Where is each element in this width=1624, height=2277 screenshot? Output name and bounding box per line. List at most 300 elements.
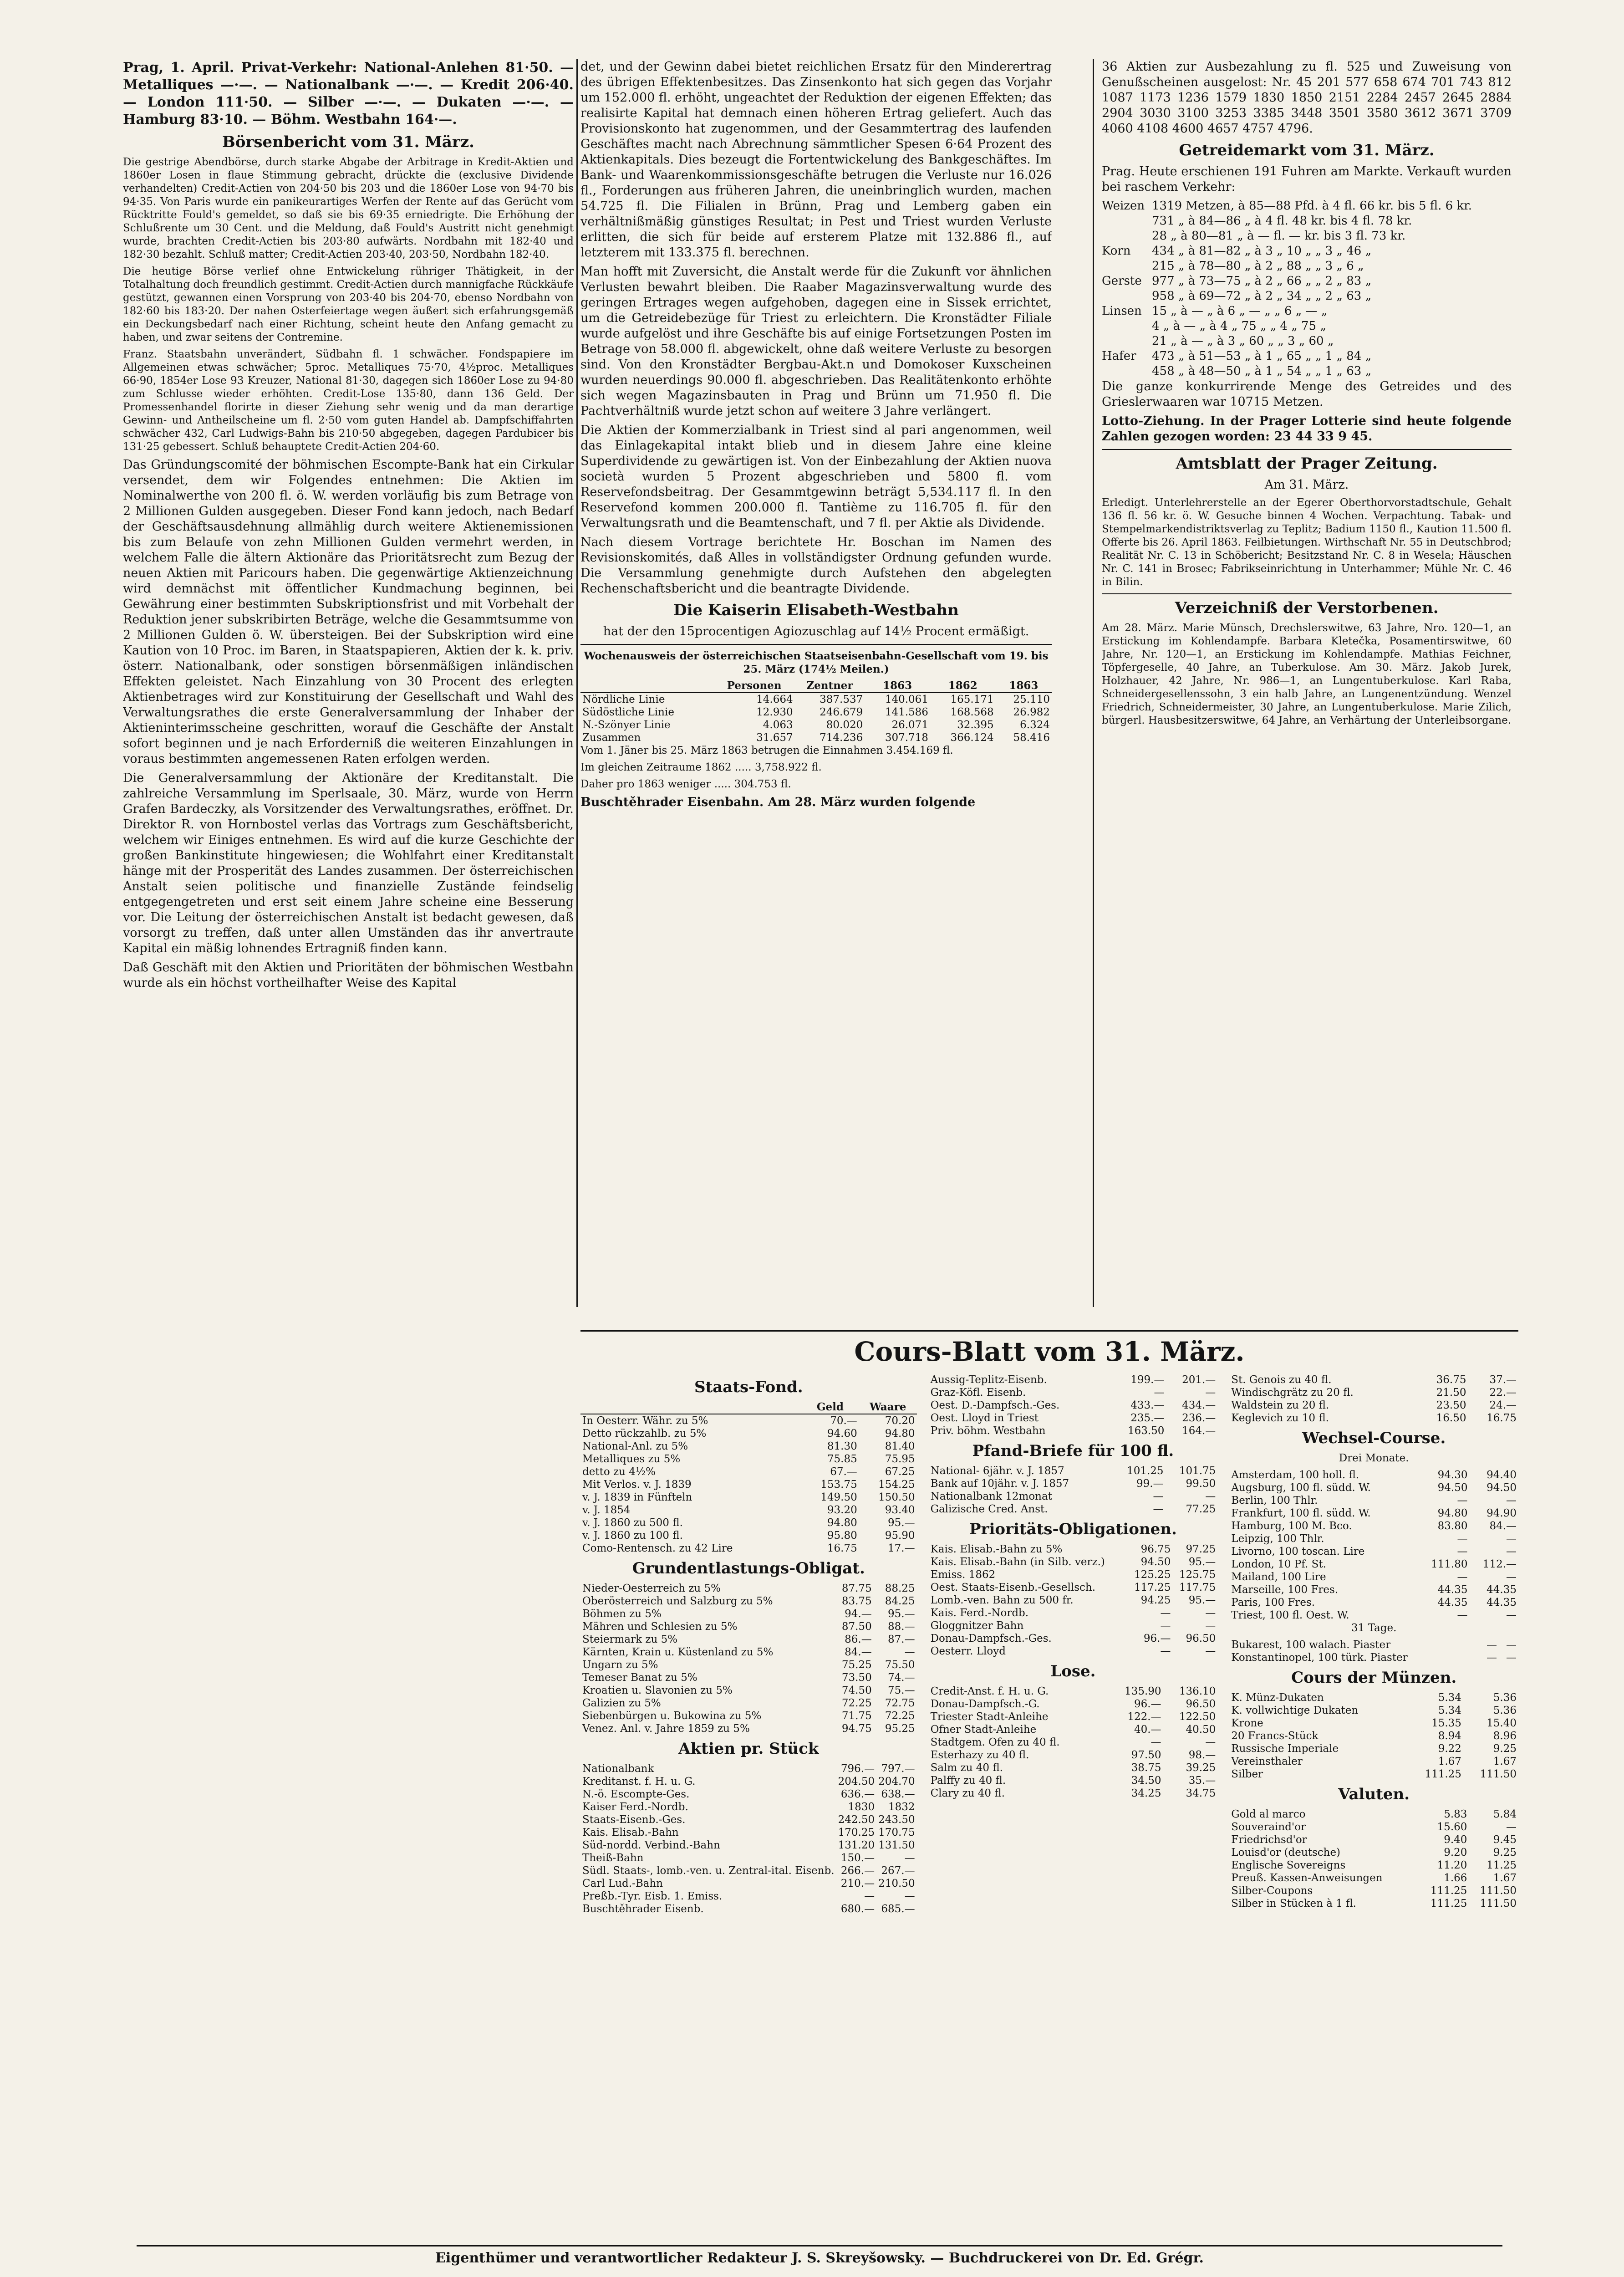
cell-value: 39.25: [1186, 1762, 1216, 1774]
wochen-table-body: [580, 693, 1052, 744]
row-label: v. J. 1860 zu 500 fl.: [582, 1517, 683, 1529]
table-row: [1229, 1596, 1518, 1609]
table-row: [929, 1723, 1218, 1736]
table-row: [929, 1645, 1218, 1658]
cell-value: 12.930: [756, 706, 793, 718]
column-rule: [576, 59, 578, 1307]
row-label: Theiß-Bahn: [582, 1852, 644, 1864]
cell-value: 72.25: [885, 1710, 915, 1722]
cell-value: 111.80: [1431, 1558, 1468, 1570]
row-label: detto zu 4½%: [582, 1466, 656, 1478]
cell-value: 8.96: [1493, 1730, 1517, 1742]
table-row: [580, 1465, 917, 1478]
row-label: Lomb.-ven. Bahn zu 500 fr.: [930, 1594, 1074, 1606]
buschtehrad-line: Buschtěhrader Eisenbahn. Am 28. März wurden folgende: [580, 795, 976, 809]
cell-value: 74.50: [841, 1685, 872, 1696]
grain-price: 458 „ à 48—50 „ à 1 „ 54 „ „ 1 „ 63 „: [1152, 364, 1372, 378]
cell-value: 122.—: [1127, 1711, 1161, 1723]
cell-value: 70.20: [885, 1415, 915, 1427]
cell-value: —: [1506, 1609, 1517, 1621]
section-title: Valuten.: [1338, 1785, 1410, 1803]
cell-value: 99.—: [1136, 1478, 1164, 1490]
table-row: [1229, 1833, 1518, 1846]
row-label: Ofner Stadt-Anleihe: [930, 1724, 1037, 1736]
table-row: [1229, 1583, 1518, 1596]
cell-value: 25.110: [1013, 694, 1050, 705]
cell-value: 95.—: [888, 1608, 915, 1620]
wochen-footnote: Vom 1. Jäner bis 25. März 1863 betrugen die Einnahmen 3.454.169 fl.: [580, 745, 953, 756]
cell-value: 35.—: [1188, 1775, 1216, 1787]
course-table: [929, 1373, 1218, 1437]
table-row: [1229, 1897, 1518, 1910]
row-label: Südöstliche Linie: [582, 706, 674, 718]
cell-value: 5.84: [1493, 1808, 1517, 1820]
course-table-body: [1229, 1639, 1518, 1664]
table-row: [1229, 1532, 1518, 1545]
row-label: v. J. 1854: [582, 1504, 631, 1516]
cell-value: 307.718: [885, 732, 928, 744]
table-row: [1229, 1520, 1518, 1532]
table-row: [929, 1710, 1218, 1723]
cell-value: 58.416: [1013, 732, 1050, 744]
row-label: National-Anl. zu 5%: [582, 1440, 688, 1452]
grain-type: Weizen: [1102, 199, 1145, 213]
row-label: Kais. Elisab.-Bahn (in Silb. verz.): [930, 1556, 1105, 1568]
cell-value: —: [1506, 1571, 1517, 1583]
course-column-b: [929, 1373, 1218, 1915]
column-rule: [1093, 59, 1094, 1307]
getreide-row: [1102, 244, 1512, 259]
row-label: N.-Szönyer Linie: [582, 719, 671, 731]
cell-value: 21.50: [1436, 1387, 1466, 1399]
section-title: Lose.: [1050, 1662, 1096, 1680]
cell-value: 9.40: [1444, 1834, 1467, 1846]
cell-value: 5.34: [1438, 1705, 1461, 1716]
cell-value: 125.75: [1179, 1569, 1216, 1581]
table-row: [580, 1801, 917, 1813]
article-paragraph: Franz. Staatsbahn unverändert, Südbahn fl. 1 schwächer. Fondspapiere im Allgemeinen etwas schwächer; 5proc. Metalliques 75·70, 4½proc. Metalliques 66·90, 1854er Lose 93 Kreuzer, National 81·30, dagegen sich 1860er Lose zu 94·80 zum Schlusse wieder erhöhten. Credit-Lose 135·80, dann 136 Geld. Der Promessenhandel florirte in dieser Ziehung sehr wenig und da man derartige Gewinn- und Antheilscheine um fl. 2·50 vom guten Handel ab. Dampfschiffahrten schwächer 432, Carl Ludwigs-Bahn bis 210·50 abgegeben, dagegen Pardubicer bis 131·25 gebessert. Schluß behauptete Credit-Actien 204·60.: [123, 348, 574, 453]
cell-value: 72.25: [841, 1697, 872, 1709]
row-label: K. Münz-Dukaten: [1231, 1692, 1324, 1704]
table-row: [929, 1619, 1218, 1632]
row-label: Metalliques zu 5%: [582, 1453, 681, 1465]
row-label: Esterhazy zu 40 fl.: [930, 1749, 1029, 1761]
header-line: Prag, 1. April. Privat-Verkehr: National-Anlehen 81·50. — Metalliques —·—. — Nationalbank —·—. — Kredit 206·40. — London 111·50. — Silber —·—. — Dukaten —·—. — Hamburg 83·10. — Böhm. Westbahn 164·—.: [123, 60, 574, 128]
course-table-body: [1229, 1373, 1518, 1424]
table-row: [929, 1424, 1218, 1437]
row-label: Nördliche Linie: [582, 694, 665, 705]
amtsblatt-text: Erledigt. Unterlehrerstelle an der Egerer Oberthorvorstadtschule, Gehalt 136 fl. 56 kr. ö. W. Gesuche binnen 4 Wochen. Verpachtung. Tabak- und Stempelmarkendistriktsverlag zu Teplitz; Badium 1150 fl., Kaution 11.500 fl. Offerte bis 26. April 1863. Feilbietungen. Wirthschaft Nr. 55 in Deutschbrod; Realität Nr. C. 13 in Schöbericht; Besitzstand Nr. C. 8 in Wesela; Häuschen Nr. C. 141 in Brosec; Fabrikseinrichtung in Unterhammer; Mühle Nr. C. 46 in Bilin.: [1102, 497, 1512, 588]
grain-type: [1102, 319, 1152, 334]
row-label: Vereinsthaler: [1231, 1756, 1303, 1767]
row-label: Waldstein zu 20 fl.: [1231, 1399, 1329, 1411]
cell-value: 9.20: [1444, 1847, 1467, 1858]
cell-value: 94.60: [827, 1428, 857, 1440]
cell-value: 1.66: [1444, 1872, 1467, 1884]
cell-value: 24.—: [1489, 1399, 1517, 1411]
cell-value: 5.34: [1438, 1692, 1461, 1704]
column-header: [580, 679, 714, 693]
cell-value: 95.90: [885, 1530, 915, 1542]
table-row: [580, 1697, 917, 1710]
cell-value: 74.—: [888, 1672, 915, 1684]
table-row: [580, 1542, 917, 1555]
cell-value: —: [1486, 1639, 1497, 1651]
cell-value: —: [1457, 1533, 1468, 1545]
cell-value: 4.063: [763, 719, 793, 731]
course-band: [580, 1330, 1518, 1915]
table-row: [1229, 1545, 1518, 1558]
cell-value: 246.679: [820, 706, 863, 718]
table-row: [1229, 1704, 1518, 1717]
grain-type: [1102, 364, 1152, 379]
table-row: [929, 1543, 1218, 1556]
cell-value: 112.—: [1482, 1558, 1517, 1570]
cell-value: —: [1205, 1607, 1216, 1619]
amtsblatt-date: Am 31. März.: [1264, 478, 1349, 492]
cell-value: 96.75: [1140, 1543, 1171, 1555]
row-label: Mit Verlos. v. J. 1839: [582, 1479, 692, 1491]
cell-value: 149.50: [820, 1491, 857, 1503]
section-title: Aktien pr. Stück: [678, 1740, 819, 1758]
cell-value: 31.657: [756, 732, 793, 744]
cell-value: —: [1457, 1495, 1468, 1506]
table-row: [580, 1595, 917, 1608]
row-label: Friedrichsd'or: [1231, 1834, 1307, 1846]
cell-value: —: [1506, 1495, 1517, 1506]
cell-value: 6.324: [1020, 719, 1050, 731]
row-label: National- 6jähr. v. J. 1857: [930, 1465, 1064, 1477]
section-subtitle: Drei Monate.: [1339, 1452, 1409, 1464]
course-table: [1229, 1469, 1518, 1622]
course-table: [1229, 1808, 1518, 1910]
table-row: [929, 1556, 1218, 1568]
getreide-row: [1102, 289, 1512, 304]
row-label: Russische Imperiale: [1231, 1743, 1339, 1755]
row-label: Berlin, 100 Thlr.: [1231, 1495, 1318, 1506]
course-table: [580, 1401, 917, 1555]
grain-type: Gerste: [1102, 274, 1142, 288]
column-header: [580, 1401, 801, 1414]
cell-value: 84.—: [845, 1646, 872, 1658]
getreide-row: [1102, 199, 1512, 214]
table-row: [1229, 1639, 1518, 1651]
course-column-c: [1229, 1373, 1518, 1915]
course-table-body: [580, 1762, 917, 1915]
table-row: [580, 1414, 917, 1427]
table-row: [1229, 1821, 1518, 1833]
table-row: [580, 706, 1052, 719]
grain-price: 1319 Metzen, à 85—88 Pfd. à 4 fl. 66 kr. bis 5 fl. 6 kr.: [1152, 199, 1472, 213]
grain-type: [1102, 229, 1152, 244]
table-row: [1229, 1571, 1518, 1583]
table-row: [580, 1762, 917, 1775]
divider: [1102, 593, 1512, 594]
cell-value: 96.50: [1186, 1633, 1216, 1644]
course-title: Cours-Blatt vom 31. März.: [854, 1336, 1245, 1367]
table-row: [580, 1427, 917, 1440]
cell-value: 96.—: [1134, 1698, 1161, 1710]
cell-value: 15.35: [1431, 1717, 1461, 1729]
cell-value: 94.50: [1487, 1482, 1517, 1494]
article-paragraph: Die gestrige Abendbörse, durch starke Abgabe der Arbitrage in Kredit-Aktien und 1860er Losen in flaue Stimmung gebracht, drückte die (exclusive Dividende verhandelten) Credit-Actien von 204·50 bis 203 und die 1860er Lose von 94·70 bis 94·35. Von Paris wurde ein panikeurartiges Werfen der Rente auf das Gerücht vom Rücktritte Fould's gemeldet, so daß sie bis 69·35 erniedrigte. Die Erhöhung der Schlußrente um 30 Cent. und die Meldung, daß Fould's Austritt nicht genehmigt wurde, brachten Credit-Actien bis 203·80 aufwärts. Nordbahn mit 182·40 und 182·30 bezahlt. Schluß matter; Credit-Actien 203·40, 203·50, Nordbahn 182·40.: [123, 156, 574, 260]
cell-value: 81.30: [827, 1440, 857, 1452]
column-middle: [580, 59, 1052, 1307]
grain-price: 731 „ à 84—86 „ à 4 fl. 48 kr. bis 4 fl. 78 kr.: [1152, 214, 1412, 228]
cell-value: 163.50: [1127, 1425, 1165, 1437]
row-label: Priv. böhm. Westbahn: [930, 1425, 1046, 1437]
table-row: [580, 1582, 917, 1595]
cell-value: 75.95: [885, 1453, 915, 1465]
cell-value: 26.982: [1013, 706, 1050, 718]
cell-value: —: [1457, 1571, 1468, 1583]
course-table: [580, 1582, 917, 1735]
cell-value: —: [1205, 1736, 1216, 1748]
table-row: [929, 1749, 1218, 1761]
table-row: [580, 1453, 917, 1465]
table-row: [929, 1736, 1218, 1749]
table-row: [929, 1503, 1218, 1516]
grain-type: [1102, 289, 1152, 304]
course-table-body: [1229, 1469, 1518, 1622]
course-table: [1229, 1373, 1518, 1424]
cell-value: 34.25: [1131, 1787, 1161, 1799]
table-row: [580, 1516, 917, 1529]
cell-value: 387.537: [820, 694, 863, 705]
column-header: Personen: [714, 679, 795, 693]
table-row: [1229, 1872, 1518, 1884]
table-row: [929, 1373, 1218, 1386]
cell-value: 164.—: [1182, 1425, 1216, 1437]
cell-value: 170.25: [838, 1827, 875, 1838]
grain-price: 15 „ à — „ à 6 „ — „ „ 6 „ — „: [1152, 304, 1328, 318]
row-label: Konstantinopel, 100 türk. Piaster: [1231, 1652, 1408, 1664]
cell-value: 94.30: [1437, 1469, 1468, 1481]
cell-value: 1830: [848, 1801, 875, 1813]
table-row: [580, 719, 1052, 731]
row-label: Como-Rentensch. zu 42 Lire: [582, 1542, 733, 1554]
cell-value: 73.50: [841, 1672, 872, 1684]
row-label: Gloggnitzer Bahn: [930, 1620, 1024, 1632]
row-label: Augsburg, 100 fl. südd. W.: [1231, 1482, 1371, 1494]
table-row: [580, 1608, 917, 1620]
row-label: Kaiser Ferd.-Nordb.: [582, 1801, 688, 1813]
course-table: [1229, 1639, 1518, 1664]
row-label: Amsterdam, 100 holl. fl.: [1231, 1469, 1359, 1481]
cell-value: 199.—: [1130, 1374, 1165, 1386]
cell-value: 95.25: [885, 1723, 915, 1735]
table-row: [1229, 1884, 1518, 1897]
table-row: [580, 1504, 917, 1516]
table-row: [580, 1710, 917, 1722]
cell-value: —: [1457, 1609, 1468, 1621]
cell-value: 125.25: [1134, 1569, 1171, 1581]
getreide-row: [1102, 229, 1512, 244]
row-label: 20 Francs-Stück: [1231, 1730, 1319, 1742]
cell-value: —: [864, 1890, 875, 1902]
cell-value: 44.35: [1487, 1597, 1517, 1608]
row-label: Donau-Dampfsch.-Ges.: [930, 1633, 1052, 1644]
column-right: [1102, 59, 1512, 1307]
row-label: Staats-Eisenb.-Ges.: [582, 1814, 686, 1826]
cell-value: 94.50: [1140, 1556, 1171, 1568]
cell-value: 9.45: [1493, 1834, 1517, 1846]
grain-price: 434 „ à 81—82 „ à 3 „ 10 „ „ 3 „ 46 „: [1152, 244, 1372, 258]
cell-value: 140.061: [885, 694, 928, 705]
row-label: Graz-Köfl. Eisenb.: [930, 1387, 1026, 1399]
cell-value: 101.25: [1127, 1465, 1164, 1477]
row-label: Siebenbürgen u. Bukowina zu 5%: [582, 1710, 762, 1722]
article-paragraph: Das Gründungscomité der böhmischen Escompte-Bank hat ein Cirkular versendet, dem wir Folgendes entnehmen: Die Aktien im Nominalwerthe von 200 fl. ö. W. werden vorläufig bis zum Betrage von 2 Millionen Gulden ausgegeben. Dieser Fond kann jedoch, nach Bedarf der Geschäftsausdehnung allmählig durch weitere Aktienemissionen bis zum Belaufe von zehn Millionen Gulden vermehrt werden, in welchem Falle die ältern Aktionäre das Prioritätsrecht zum Bezug der neuen Aktien mit Paricours haben. Die gegenwärtige Aktienzeichnung wird demnächst mit öffentlicher Kundmachung beginnen, bei Gewährung einer bestimmten Subskriptionsfrist und mit Vorbehalt der Reduktion jener subskribirten Beträge, welche die Gesammtsumme von 2 Millionen Gulden ö. W. übersteigen. Bei der Subskription wird eine Kaution von 10 Proc. im Baren, in Staatspapieren, Aktien der k. k. priv. österr. Nationalbank, oder sonstigen börsenmäßigen inländischen Effekten geleistet. Nach Einzahlung von 30 Procent des erlegten Aktienbetrages wird zur Konstituirung der Gesellschaft und Wahl des Verwaltungsrathes die erste Generalversammlung der Inhaber der Aktieninterimsscheine geschritten, worauf die Geschäfte der Anstalt sofort beginnen und je nach Erforderniß die weiteren Einzahlungen in voraus bestimmten angemessenen Raten erfolgen werden.: [123, 458, 574, 766]
table-row: [929, 1787, 1218, 1800]
row-label: Mähren und Schlesien zu 5%: [582, 1621, 738, 1633]
cell-value: 714.236: [820, 732, 863, 744]
row-label: In Oesterr. Währ. zu 5%: [582, 1415, 708, 1427]
cell-value: 44.35: [1487, 1584, 1517, 1596]
getreide-list: [1102, 199, 1512, 379]
cell-value: 101.75: [1179, 1465, 1216, 1477]
cell-value: 71.75: [841, 1710, 872, 1722]
table-row: [580, 1877, 917, 1890]
getreide-row: [1102, 274, 1512, 289]
table-row: [1229, 1742, 1518, 1755]
section-title: Cours der Münzen.: [1291, 1669, 1457, 1687]
row-label: Triest, 100 fl. Oest. W.: [1231, 1609, 1349, 1621]
course-column-a: [580, 1373, 917, 1915]
row-label: Palffy zu 40 fl.: [930, 1775, 1006, 1787]
table-row: [580, 1633, 917, 1646]
table-row: [1229, 1717, 1518, 1730]
cell-value: 32.395: [957, 719, 994, 731]
cell-value: 87.75: [841, 1583, 872, 1594]
cell-value: 96.50: [1186, 1698, 1216, 1710]
cell-value: 16.50: [1436, 1412, 1466, 1424]
grain-type: Korn: [1102, 244, 1131, 258]
row-label: Nationalbank: [582, 1763, 654, 1775]
row-label: Oesterr. Lloyd: [930, 1645, 1006, 1657]
cell-value: —: [1506, 1533, 1517, 1545]
cell-value: 433.—: [1130, 1399, 1165, 1411]
row-label: St. Genois zu 40 fl.: [1231, 1374, 1332, 1386]
table-row: [929, 1607, 1218, 1619]
cell-value: 117.25: [1134, 1582, 1171, 1593]
row-label: Carl Lud.-Bahn: [582, 1878, 663, 1889]
table-row: [580, 1903, 917, 1915]
cell-value: 267.—: [881, 1865, 915, 1877]
cell-value: 80.020: [826, 719, 863, 731]
row-label: Buschtěhrader Eisenb.: [582, 1903, 704, 1915]
cell-value: 796.—: [840, 1763, 875, 1775]
lotto-line: Lotto-Ziehung. In der Prager Lotterie sind heute folgende Zahlen gezogen worden: 23 44 33 9 45.: [1102, 414, 1512, 444]
cell-value: —: [1506, 1821, 1517, 1833]
course-table-body: [580, 1414, 917, 1555]
cell-value: 77.25: [1186, 1503, 1216, 1515]
cell-value: 94.25: [1140, 1594, 1171, 1606]
row-label: Stadtgem. Ofen zu 40 fl.: [930, 1736, 1060, 1748]
row-label: Kais. Elisab.-Bahn zu 5%: [930, 1543, 1063, 1555]
table-row: [1229, 1609, 1518, 1622]
amtsblatt-title: Amtsblatt der Prager Zeitung.: [1176, 454, 1438, 473]
cell-value: 210.—: [840, 1878, 875, 1889]
row-label: Steiermark zu 5%: [582, 1634, 678, 1645]
cell-value: 638.—: [881, 1788, 915, 1800]
getreide-total: Die ganze konkurrirende Menge des Getreides und des Grieslerwaaren war 10715 Metzen.: [1102, 379, 1512, 409]
article-paragraph: Die Generalversammlung der Aktionäre der Kreditanstalt. Die zahlreiche Versammlung im Sperlsaale, 30. März, wurde von Herrn Grafen Bardeczky, als Vorsitzender des Verwaltungsrathes, eröffnet. Dr. Direktor R. von Hornbostel verlas das Vortrags zum Geschäftsbericht, welchem wir Einiges entnehmen. Es wird auf die kurze Geschichte der großen Bankinstitute hingewiesen; die Wohlfahrt einer Kreditanstalt hänge mit der Prosperität des Landes zusammen. Der österreichischen Anstalt seien politische und finanzielle Zustände feindselig entgegengetreten und erst seit einem Jahre scheine eine Besserung vor. Die Leitung der österreichischen Anstalt ist bedacht gewesen, daß vorsorgt zu treffen, daß unter allen Umständen das ihr anvertraute Kapital ein mäßig lohnendes Ertragniß finden kann.: [123, 771, 574, 955]
article-paragraph: Die heutige Börse verlief ohne Entwickelung rühriger Thätigkeit, in der Totalhaltung doch freundlich gestimmt. Credit-Actien durch mannigfache Rückkäufe gestützt, gewannen einen Vorsprung von 203·40 bis 204·70, ebenso Nordbahn von 182·60 bis 183·20. Der nahen Osterfeiertage wegen äußert sich erfahrungsgemäß ein Deckungsbedarf nach einer Richtung, scheint heute den Anfang gemacht zu haben, und zwar seitens der Contremine.: [123, 265, 574, 343]
table-header-row: [580, 1401, 917, 1414]
cell-value: 87.50: [841, 1621, 872, 1633]
cell-value: —: [904, 1852, 915, 1864]
cell-value: —: [1457, 1546, 1468, 1557]
cell-value: 235.—: [1130, 1412, 1165, 1424]
cell-value: 135.90: [1125, 1685, 1161, 1697]
cell-value: 131.50: [878, 1839, 915, 1851]
cell-value: —: [1506, 1546, 1517, 1557]
row-label: Südl. Staats-, lomb.-ven. u. Zentral-ital. Eisenb.: [582, 1865, 835, 1877]
cell-value: 38.75: [1131, 1762, 1161, 1774]
row-label: Frankfurt, 100 fl. südd. W.: [1231, 1507, 1371, 1519]
lottery-text: 36 Aktien zur Ausbezahlung zu fl. 525 und Zuweisung von Genußscheinen ausgelost: Nr. 45 201 577 658 674 701 743 812 1087 1173 1236 1579 1830 1850 2151 2284 2457 2645 2884 2904 3030 3100 3253 3385 3448 3501 3580 3612 3671 3709 4060 4108 4600 4657 4757 4796.: [1102, 60, 1512, 136]
row-label: Böhmen zu 5%: [582, 1608, 662, 1620]
cell-value: 5.36: [1493, 1692, 1517, 1704]
table-row: [1229, 1691, 1518, 1704]
cell-value: —: [1160, 1620, 1171, 1632]
section-subtitle: 31 Tage.: [1351, 1622, 1397, 1634]
cell-value: 11.20: [1437, 1859, 1467, 1871]
grain-price: 21 „ à — „ à 3 „ 60 „ „ 3 „ 60 „: [1152, 334, 1334, 348]
grain-type: [1102, 259, 1152, 274]
cell-value: —: [1160, 1607, 1171, 1619]
cell-value: 111.25: [1425, 1768, 1461, 1780]
course-table-body: [1229, 1691, 1518, 1781]
table-row: [580, 1813, 917, 1826]
table-row: [580, 1839, 917, 1852]
cell-value: 15.40: [1487, 1717, 1517, 1729]
row-label: Nieder-Oesterreich zu 5%: [582, 1583, 721, 1594]
table-row: [580, 731, 1052, 744]
cell-value: 9.22: [1438, 1743, 1461, 1755]
row-label: Oest. Staats-Eisenb.-Gesellsch.: [930, 1582, 1096, 1593]
table-row: [1229, 1808, 1518, 1821]
row-label: Clary zu 40 fl.: [930, 1787, 1005, 1799]
cell-value: 122.50: [1179, 1711, 1216, 1723]
article-paragraph: Nach diesem Vortrage berichtete Hr. Boschan im Namen des Revisionskomités, daß Alles in vollständigster Ordnung gefunden wurde. Die Versammlung genehmigte durch Aufstehen den abgelegten Rechenschaftsbericht und die beantragte Dividende.: [580, 535, 1052, 596]
table-row: [1229, 1481, 1518, 1494]
getreide-row: [1102, 259, 1512, 274]
table-row: [929, 1386, 1218, 1399]
course-table-body: [929, 1543, 1218, 1658]
grain-price: 958 „ à 69—72 „ à 2 „ 34 „ „ 2 „ 63 „: [1152, 289, 1372, 303]
course-table-body: [580, 1582, 917, 1735]
cell-value: —: [904, 1890, 915, 1902]
table-row: [580, 1491, 917, 1504]
table-row: [1229, 1558, 1518, 1571]
cell-value: 23.50: [1436, 1399, 1466, 1411]
cell-value: —: [1205, 1387, 1216, 1399]
cell-value: 17.—: [888, 1542, 915, 1554]
row-label: Kroatien u. Slavonien zu 5%: [582, 1685, 733, 1696]
row-label: Salm zu 40 fl.: [930, 1762, 1003, 1774]
cell-value: 131.20: [838, 1839, 875, 1851]
cell-value: 40.50: [1186, 1724, 1216, 1736]
table-row: [580, 1788, 917, 1801]
article-paragraph: Man hofft mit Zuversicht, die Anstalt werde für die Zukunft vor ähnlichen Verlusten bewahrt bleiben. Die Raaber Magazinsverwaltung wurde des geringen Ertrages wegen aufgehoben, dagegen eine in Sissek errichtet, um die Getreidebezüge für Triest zu erleichtern. Die Kronstädter Filiale wurde aufgelöst und ihre Geschäfte bis auf einige Fortsetzungen Posten im Betrage von 58.000 fl. abgewickelt, ohne daß weitere Verluste zu besorgen sind. Von den Kronstädter Bergbau-Akt.n und Domokoser Kuxscheinen wurden neuerdings 90.000 fl. abgeschrieben. Das Realitätenkonto erhöhte sich wegen Magazinsbauten in Prag und Brünn um 71.950 fl. Die Pachtverhältniß wurde jetzt schon auf weitere 3 Jahre verlängert.: [580, 265, 1052, 418]
row-label: Kais. Elisab.-Bahn: [582, 1827, 679, 1838]
row-label: Silber: [1231, 1768, 1263, 1780]
cell-value: 94.80: [885, 1428, 915, 1440]
cell-value: 93.20: [827, 1504, 857, 1516]
row-label: v. J. 1860 zu 100 fl.: [582, 1530, 683, 1542]
